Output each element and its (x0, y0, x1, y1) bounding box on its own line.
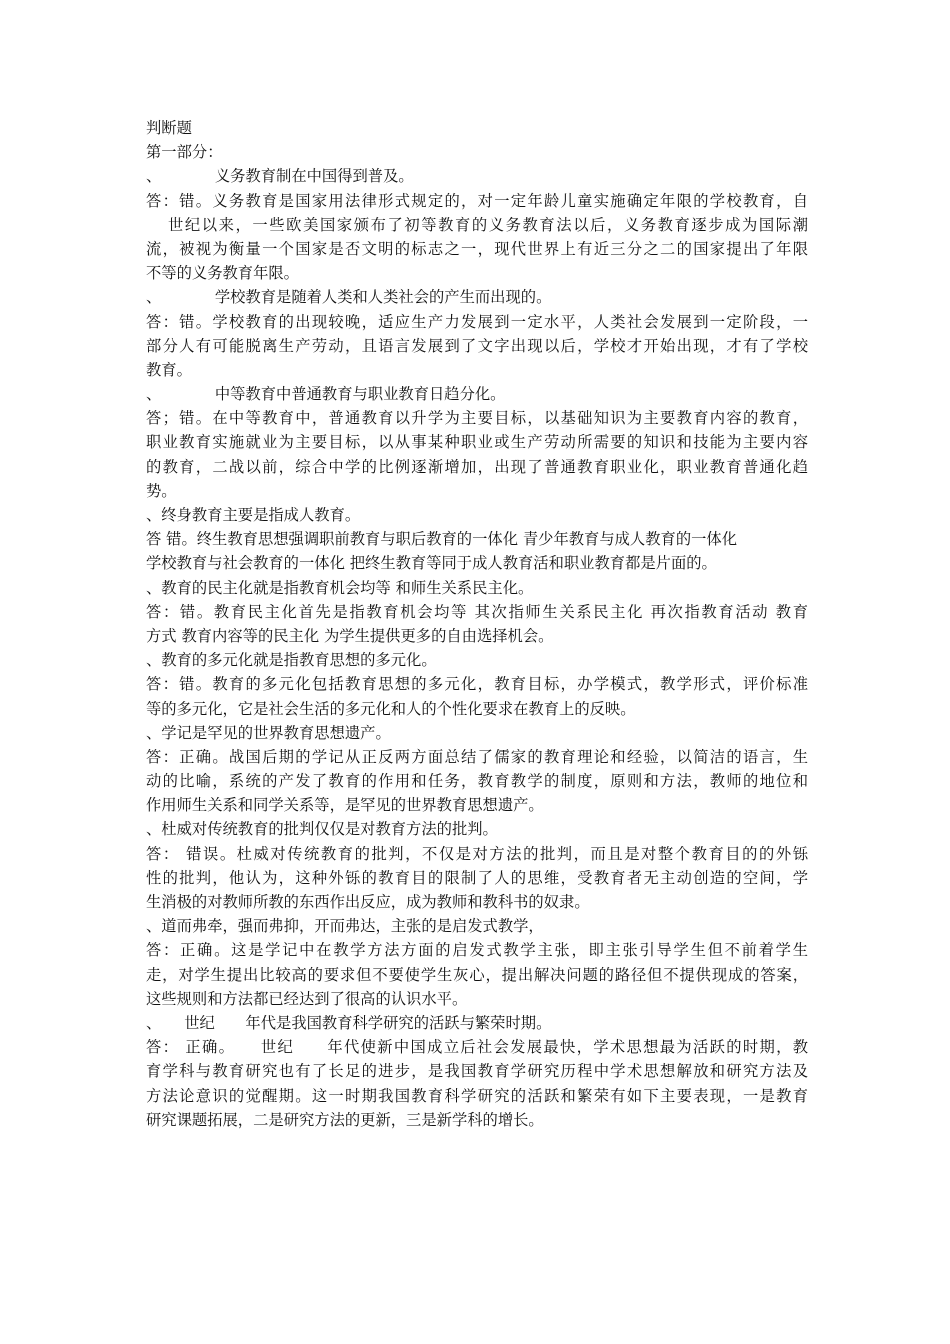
text-line (146, 310, 808, 334)
text-line (146, 285, 808, 309)
text-line-content: 职业教育实施就业为主要目标，以从事某种职业或生产劳动所需要的知识和技能为主要内容 (146, 433, 808, 452)
text-line-content: 答：错。义务教育是国家用法律形式规定的，对一定年龄儿童实施确定年限的学校教育，自 (146, 191, 808, 210)
text-line-content: 方法论意识的觉醒期。这一时期我国教育科学研究的活跃和繁荣有如下主要表现，一是教育 (146, 1086, 808, 1105)
text-line (146, 987, 808, 1011)
text-line (146, 237, 808, 261)
text-line-content: 研究课题拓展，二是研究方法的更新，三是新学科的增长。 (146, 1110, 544, 1129)
text-line (146, 914, 808, 938)
text-line-content: 、终身教育主要是指成人教育。 (146, 506, 361, 524)
text-line-content: 答：正确。战国后期的学记从正反两方面总结了儒家的教育理论和经验，以简洁的语言，生 (146, 747, 808, 766)
text-line (146, 890, 808, 914)
text-line-content: 、教育的多元化就是指教育思想的多元化。 (146, 651, 437, 670)
text-line (146, 817, 808, 841)
text-line (146, 963, 808, 987)
text-line (146, 1011, 808, 1035)
text-line (146, 697, 808, 721)
text-line-content: 、 中等教育中普通教育与职业教育日趋分化。 (146, 385, 506, 404)
text-line-content: 答：错。教育的多元化包括教育思想的多元化，教育目标，办学模式，教学形式，评价标准 (146, 675, 808, 694)
text-line-content: 方式 教育内容等的民主化 为学生提供更多的自由选择机会。 (146, 626, 554, 645)
text-line-content: 生消极的对教师所教的东西作出反应，成为教师和教科书的奴隶。 (146, 893, 590, 911)
text-line (146, 430, 808, 454)
text-line (146, 116, 808, 140)
text-line-content: 部分人有可能脱离生产劳动，且语言发展到了文字出现以后，学校才开始出现，才有了学校 (146, 336, 808, 355)
text-line (146, 455, 808, 479)
text-line-content: 教育。 (146, 360, 192, 379)
text-line (146, 527, 808, 551)
text-line (146, 793, 808, 817)
text-line (146, 503, 808, 527)
text-line (146, 1035, 808, 1059)
text-line (146, 358, 808, 382)
text-line-content: 答： 正确。 世纪 年代使新中国成立后社会发展最快，学术思想最为活跃的时期，教 (146, 1038, 808, 1057)
text-line (146, 672, 808, 696)
text-line-content: 答： 错误。杜威对传统教育的批判，不仅是对方法的批判，而且是对整个教育目的的外铄 (146, 844, 808, 863)
text-line-content: 动的比喻，系统的产发了教育的作用和任务，教育教学的制度，原则和方法，教师的地位和 (146, 772, 808, 791)
text-line-content: 育学科与教育研究也有了长足的进步，是我国教育学研究历程中学术思想解放和研究方法及 (146, 1062, 808, 1081)
text-line (146, 600, 808, 624)
text-line (146, 213, 808, 237)
text-line (146, 164, 808, 188)
text-line-content: 判断题 (146, 119, 192, 137)
text-line-content: 、学记是罕见的世界教育思想遗产。 (146, 723, 391, 742)
text-line-content: 、教育的民主化就是指教育机会均等 和师生关系民主化。 (146, 578, 534, 597)
text-line-content: 学校教育与社会教育的一体化 把终生教育等同于成人教育活和职业教育都是片面的。 (146, 554, 717, 573)
text-line-content: 答；错。在中等教育中，普通教育以升学为主要目标，以基础知识为主要教育内容的教育， (146, 409, 808, 428)
text-line (146, 721, 808, 745)
text-line-content: 性的批判，他认为，这种外铄的教育目的限制了人的思维，受教育者无主动创造的空间，学 (146, 868, 808, 887)
text-line-content: 世纪以来，一些欧美国家颁布了初等教育的义务教育法以后，义务教育逐步成为国际潮 (168, 215, 808, 234)
text-line-content: 答：错。学校教育的出现较晚，适应生产力发展到一定水平，人类社会发展到一定阶段，一 (146, 312, 808, 331)
text-line (146, 866, 808, 890)
text-line (146, 551, 808, 575)
text-line (146, 1059, 808, 1083)
text-line-content: 作用师生关系和同学关系等，是罕见的世界教育思想遗产。 (146, 796, 544, 815)
text-line (146, 745, 808, 769)
text-line-content: 这些规则和方法都已经达到了很高的认识水平。 (146, 989, 468, 1008)
text-line (146, 189, 808, 213)
text-line (146, 382, 808, 406)
text-line (146, 140, 808, 164)
text-line-content: 、 学校教育是随着人类和人类社会的产生而出现的。 (146, 288, 552, 307)
text-line-content: 、道而弗牵，强而弗抑，开而弗达，主张的是启发式教学， (146, 917, 544, 936)
text-line (146, 406, 808, 430)
text-line-content: 势。 (146, 481, 177, 500)
text-line (146, 842, 808, 866)
text-line (146, 261, 808, 285)
text-line (146, 479, 808, 503)
text-line-content: 、 义务教育制在中国得到普及。 (146, 167, 414, 186)
text-line-content: 答 错。终生教育思想强调职前教育与职后教育的一体化 青少年教育与成人教育的一体化 (146, 530, 738, 549)
text-line (146, 938, 808, 962)
text-line-content: 走，对学生提出比较高的要求但不要使学生灰心，提出解决问题的路径但不提供现成的答案， (146, 965, 808, 984)
text-line (146, 648, 808, 672)
text-line (146, 624, 808, 648)
text-line-content: 、杜威对传统教育的批判仅仅是对教育方法的批判。 (146, 820, 498, 839)
text-line-content: 答：错。教育民主化首先是指教育机会均等 其次指师生关系民主化 再次指教育活动 教育 (146, 602, 808, 621)
text-line (146, 769, 808, 793)
text-line-content: 第一部分： (146, 143, 223, 162)
text-line-content: 答：正确。这是学记中在教学方法方面的启发式教学主张，即主张引导学生但不前着学生 (146, 941, 808, 960)
text-line (146, 334, 808, 358)
text-line-content: 的教育，二战以前，综合中学的比例逐渐增加，出现了普通教育职业化，职业教育普通化趋 (146, 457, 808, 476)
text-line-content: 不等的义务教育年限。 (146, 264, 299, 283)
text-line (146, 1084, 808, 1108)
text-line-content: 、 世纪 年代是我国教育科学研究的活跃与繁荣时期。 (146, 1013, 552, 1032)
document-body (146, 116, 808, 1132)
text-line (146, 1108, 808, 1132)
text-line-content: 等的多元化，它是社会生活的多元化和人的个性化要求在教育上的反映。 (146, 699, 636, 718)
text-line-content: 流，被视为衡量一个国家是否文明的标志之一，现代世界上有近三分之二的国家提出了年限 (146, 239, 808, 258)
text-line (146, 576, 808, 600)
